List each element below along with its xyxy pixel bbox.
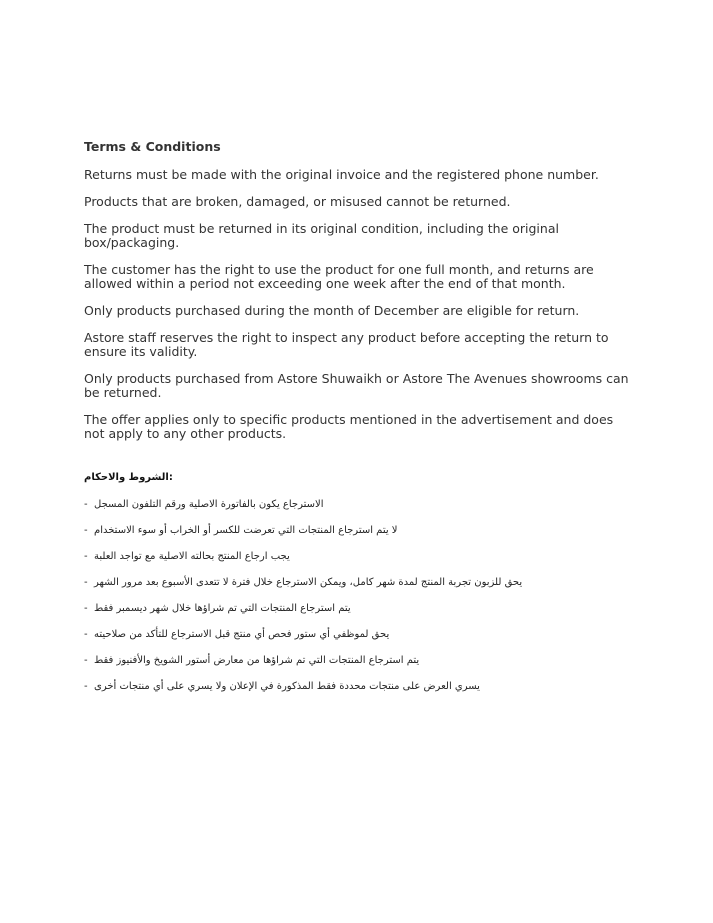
terms-document: [84, 139, 632, 706]
arabic-item-text: يحق للزبون تجربة المنتج لمدة شهر كامل، ويمكن الاسترجاع خلال فترة لا تتعدى الأسبوع بعد مرور الشهر: [94, 577, 523, 588]
arabic-list-item: [84, 654, 632, 680]
list-dash: -: [84, 499, 88, 510]
list-dash: -: [84, 577, 88, 588]
arabic-item-text: يجب ارجاع المنتج بحالته الاصلية مع تواجد العلبة: [94, 551, 290, 562]
terms-paragraph: The offer applies only to specific products mentioned in the advertisement and does not apply to any other products.: [84, 412, 614, 441]
list-dash: -: [84, 681, 88, 692]
terms-arabic-section: [84, 471, 632, 706]
terms-title-english: Terms & Conditions: [84, 139, 221, 154]
arabic-list-item: [84, 524, 632, 550]
arabic-item-text: يسري العرض على منتجات محددة فقط المذكورة في الإعلان ولا يسري على أي منتجات أخرى: [94, 681, 480, 692]
terms-paragraph: Returns must be made with the original invoice and the registered phone number.: [84, 167, 599, 182]
arabic-list-item: [84, 550, 632, 576]
terms-paragraph: The product must be returned in its original condition, including the original box/packaging.: [84, 221, 559, 250]
arabic-list-item: [84, 628, 632, 654]
list-dash: -: [84, 525, 88, 536]
terms-paragraph: Only products purchased from Astore Shuwaikh or Astore The Avenues showrooms can be returned.: [84, 371, 629, 400]
list-dash: -: [84, 629, 88, 640]
arabic-list-item: [84, 680, 632, 706]
arabic-item-text: يتم استرجاع المنتجات التي تم شراؤها من معارض أستور الشويخ والأفنيوز فقط: [94, 655, 420, 666]
terms-paragraph: Products that are broken, damaged, or misused cannot be returned.: [84, 194, 511, 209]
arabic-item-text: يتم استرجاع المنتجات التي تم شراؤها خلال شهر ديسمبر فقط: [94, 603, 351, 614]
terms-paragraph: Astore staff reserves the right to inspect any product before accepting the return to ensure its validity.: [84, 330, 609, 359]
list-dash: -: [84, 655, 88, 666]
list-dash: -: [84, 603, 88, 614]
arabic-item-text: لا يتم استرجاع المنتجات التي تعرضت للكسر أو الخراب أو سوء الاستخدام: [94, 525, 398, 536]
terms-paragraph: The customer has the right to use the product for one full month, and returns are allowed within a period not exceeding one week after the end of that month.: [84, 262, 594, 291]
arabic-list-item: [84, 602, 632, 628]
arabic-list-item: [84, 498, 632, 524]
arabic-item-text: يحق لموظفي أي ستور فحص أي منتج قبل الاسترجاع للتأكد من صلاحيته: [94, 629, 390, 640]
arabic-item-text: الاسترجاع يكون بالفاتورة الاصلية ورقم التلفون المسجل: [94, 499, 324, 510]
arabic-list-item: [84, 576, 632, 602]
terms-title-arabic: الشروط والاحكام:: [84, 472, 173, 483]
terms-paragraph: Only products purchased during the month of December are eligible for return.: [84, 303, 580, 318]
list-dash: -: [84, 551, 88, 562]
